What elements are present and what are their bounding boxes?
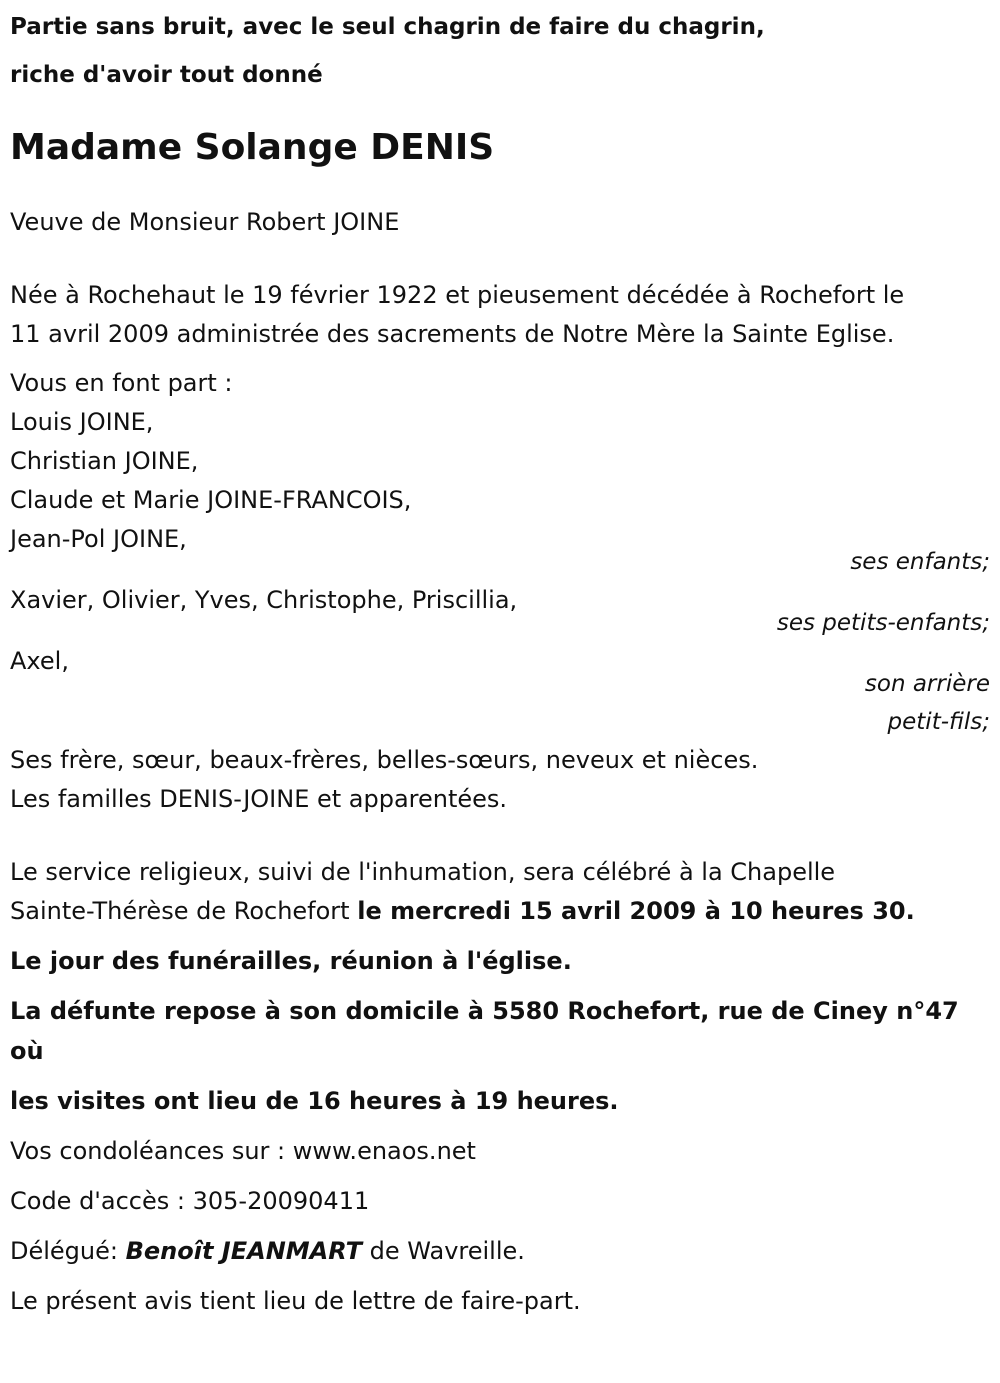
great-grandchild-role-line-1: son arrière — [864, 671, 990, 697]
child-item: Claude et Marie JOINE-FRANCOIS, — [10, 486, 412, 514]
announcement-intro: Vous en font part : — [10, 369, 233, 397]
child-item: Jean-Pol JOINE, — [10, 525, 187, 553]
repose-info — [10, 991, 990, 1071]
child-item: Christian JOINE, — [10, 447, 199, 475]
epitaph-line-2: riche d'avoir tout donné — [10, 62, 323, 88]
great-grandchild: Axel, — [10, 647, 69, 675]
condolences-info: Vos condoléances sur : www.enaos.net — [10, 1137, 476, 1165]
epitaph — [10, 3, 990, 99]
service-line-2 — [10, 892, 990, 931]
delegate-suffix: de Wavreille. — [362, 1237, 525, 1265]
delegate-name: Benoît JEANMART — [125, 1237, 363, 1265]
meeting-info: Le jour des funérailles, réunion à l'église. — [10, 947, 572, 975]
delegate-label: Délégué: — [10, 1237, 126, 1265]
epitaph-line-1: Partie sans bruit, avec le seul chagrin de faire du chagrin, — [10, 14, 765, 40]
great-grandchild-role — [10, 665, 990, 741]
children-list — [10, 403, 990, 559]
service-line-1: Le service religieux, suivi de l'inhumation, sera célébré à la Chapelle — [10, 858, 836, 886]
obituary-notice — [10, 0, 990, 1321]
family-line-2: Les familles DENIS-JOINE et apparentées. — [10, 785, 508, 813]
grandchildren-role: ses petits-enfants; — [776, 610, 990, 636]
repose-line-1: La défunte repose à son domicile à 5580 Rochefort, rue de Ciney n°47 — [10, 997, 959, 1025]
access-code: Code d'accès : 305-20090411 — [10, 1187, 370, 1215]
birth-death-line-2: 11 avril 2009 administrée des sacrements de Notre Mère la Sainte Eglise. — [10, 320, 895, 348]
birth-death-line-1: Née à Rochehaut le 19 février 1922 et pieusement décédée à Rochefort le — [10, 281, 905, 309]
family-line-1: Ses frère, sœur, beaux-frères, belles-sœurs, neveux et nièces. — [10, 746, 759, 774]
service-datetime: le mercredi 15 avril 2009 à 10 heures 30. — [357, 897, 915, 925]
service-info — [10, 853, 990, 931]
repose-line-2: où — [10, 1037, 44, 1065]
service-location: Sainte-Thérèse de Rochefort — [10, 897, 358, 925]
visits-info: les visites ont lieu de 16 heures à 19 heures. — [10, 1087, 619, 1115]
grandchildren: Xavier, Olivier, Yves, Christophe, Priscillia, — [10, 586, 518, 614]
deceased-name: Madame Solange DENIS — [10, 127, 495, 168]
birth-death-info — [10, 276, 990, 354]
children-role: ses enfants; — [850, 549, 990, 575]
great-grandchild-role-line-2: petit-fils; — [887, 709, 990, 735]
child-item: Louis JOINE, — [10, 408, 154, 436]
closing-note: Le présent avis tient lieu de lettre de faire-part. — [10, 1287, 581, 1315]
family-block — [10, 741, 990, 819]
delegate-info — [10, 1231, 990, 1271]
widow-of: Veuve de Monsieur Robert JOINE — [10, 208, 400, 236]
